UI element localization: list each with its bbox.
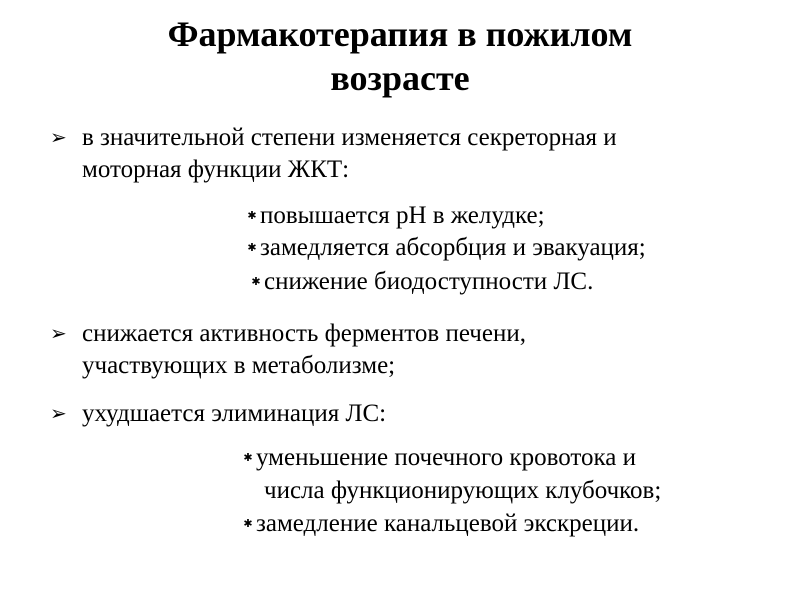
sub-item-text-line-1: уменьшение почечного кровотока и (256, 444, 636, 471)
sub-item-3-1 (240, 442, 661, 506)
bullet-1-line-1: в значительной степени изменяется секреторная и (82, 124, 617, 151)
sub-item-text-line-2: числа функционирующих клубочков; (264, 476, 662, 504)
arrowhead-bullet-icon: ➢ (50, 127, 67, 149)
sub-item-text: замедление канальцевой экскреции. (256, 510, 640, 537)
asterisk-bullet-icon: ✱ (243, 517, 253, 530)
arrowhead-bullet-icon: ➢ (50, 403, 67, 425)
bullet-2-line-1: снижается активность ферментов печени, (82, 320, 526, 347)
sub-item-1-2 (244, 232, 646, 265)
sub-item-1-3 (248, 266, 593, 299)
asterisk-bullet-icon: ✱ (243, 451, 253, 464)
sub-item-text: снижение биодоступности ЛС. (264, 268, 594, 295)
asterisk-bullet-icon: ✱ (247, 209, 257, 222)
slide-title-line-1: Фармакотерапия в пожилом (167, 14, 633, 54)
asterisk-bullet-icon: ✱ (251, 275, 261, 288)
bullet-3-line-1: ухудшается элиминация ЛС: (82, 400, 387, 427)
asterisk-bullet-icon: ✱ (247, 241, 257, 254)
arrowhead-bullet-icon: ➢ (50, 323, 67, 345)
sub-item-3-2 (240, 508, 639, 541)
bullet-2-line-2: участвующих в метаболизме; (82, 352, 396, 379)
sub-item-1-1 (244, 200, 545, 233)
slide-title (0, 12, 800, 100)
slide-title-line-2: возрасте (330, 58, 470, 98)
bullet-1-line-2: моторная функции ЖКТ: (82, 156, 350, 183)
sub-item-text: замедляется абсорбция и эвакуация; (260, 234, 646, 261)
sub-item-text: повышается рН в желудке; (260, 202, 545, 229)
